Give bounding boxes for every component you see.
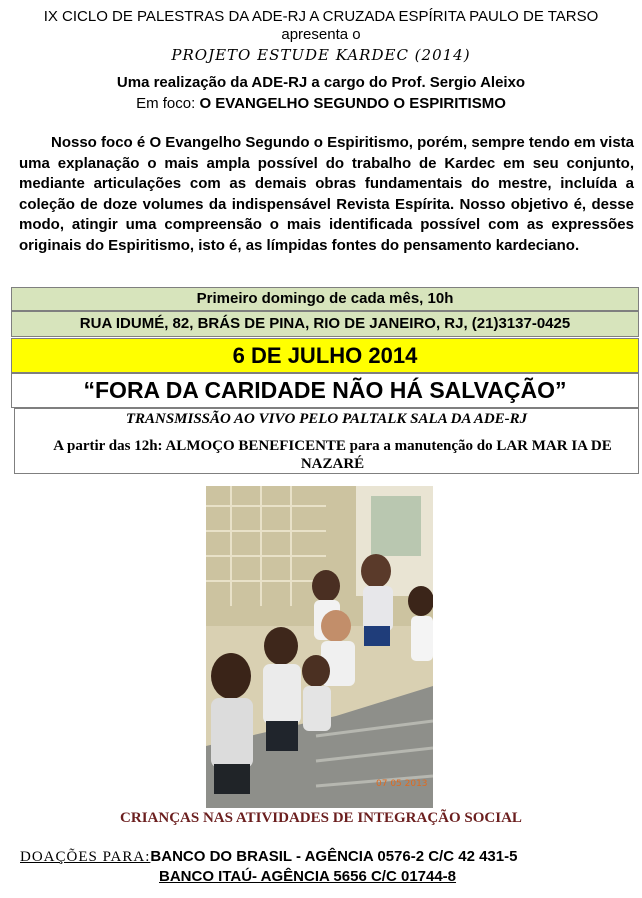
photo-date-stamp: 07 05 2013	[376, 779, 428, 789]
focus-line	[0, 95, 642, 112]
donation-label: DOAÇÕES PARA:	[20, 849, 151, 865]
donation-line-1	[20, 848, 517, 866]
bank-itau: BANCO ITAÚ- AGÊNCIA 5656 C/C 01744-8	[159, 868, 457, 885]
info-box	[14, 408, 639, 474]
bank-brasil: BANCO DO BRASIL - AGÊNCIA 0576-2 C/C 42 431-5	[150, 848, 518, 865]
focus-prefix: Em foco:	[136, 95, 200, 112]
lunch-line: A partir das 12h: ALMOÇO BENEFICENTE para a manutenção do LAR MAR IA DE NAZARÉ	[53, 438, 612, 472]
schedule-band: Primeiro domingo de cada mês, 10h	[11, 287, 639, 311]
address-band: RUA IDUMÉ, 82, BRÁS DE PINA, RIO DE JANEIRO, RJ, (21)3137-0425	[11, 311, 639, 337]
header-cycle-line: IX CICLO DE PALESTRAS DA ADE-RJ A CRUZADA ESPÍRITA PAULO DE TARSO	[43, 8, 599, 25]
project-title: PROJETO ESTUDE KARDEC (2014)	[171, 46, 471, 64]
event-date: 6 DE JULHO 2014	[11, 338, 639, 373]
focus-topic: O EVANGELHO SEGUNDO O ESPIRITISMO	[199, 95, 506, 112]
header-presents: apresenta o	[281, 26, 361, 43]
intro-paragraph	[19, 133, 634, 256]
photo-illustration	[206, 486, 433, 808]
children-photo	[206, 486, 433, 808]
transmission-line: TRANSMISSÃO AO VIVO PELO PALTALK SALA DA ADE-RJ	[125, 411, 528, 427]
photo-caption: CRIANÇAS NAS ATIVIDADES DE INTEGRAÇÃO SOCIAL	[120, 810, 522, 826]
organizer-line: Uma realização da ADE-RJ a cargo do Prof. Sergio Aleixo	[116, 74, 526, 91]
talk-title: “FORA DA CARIDADE NÃO HÁ SALVAÇÃO”	[11, 373, 639, 408]
intro-text: Nosso foco é O Evangelho Segundo o Espiritismo, porém, sempre tendo em vista uma explanação o mais ampla possível do trabalho de Kardec em seu conjunto, mediante articulações com as demais obras fundamentais do mestre, incluída a coleção de doze volumes da indispensável Revista Espírita. Nosso objetivo é, desse modo, atingir uma compreensão o mais identificada possível com as expressões originais do Espiritismo, isto é, as límpidas fontes do pensamento kardeciano.	[19, 134, 634, 254]
